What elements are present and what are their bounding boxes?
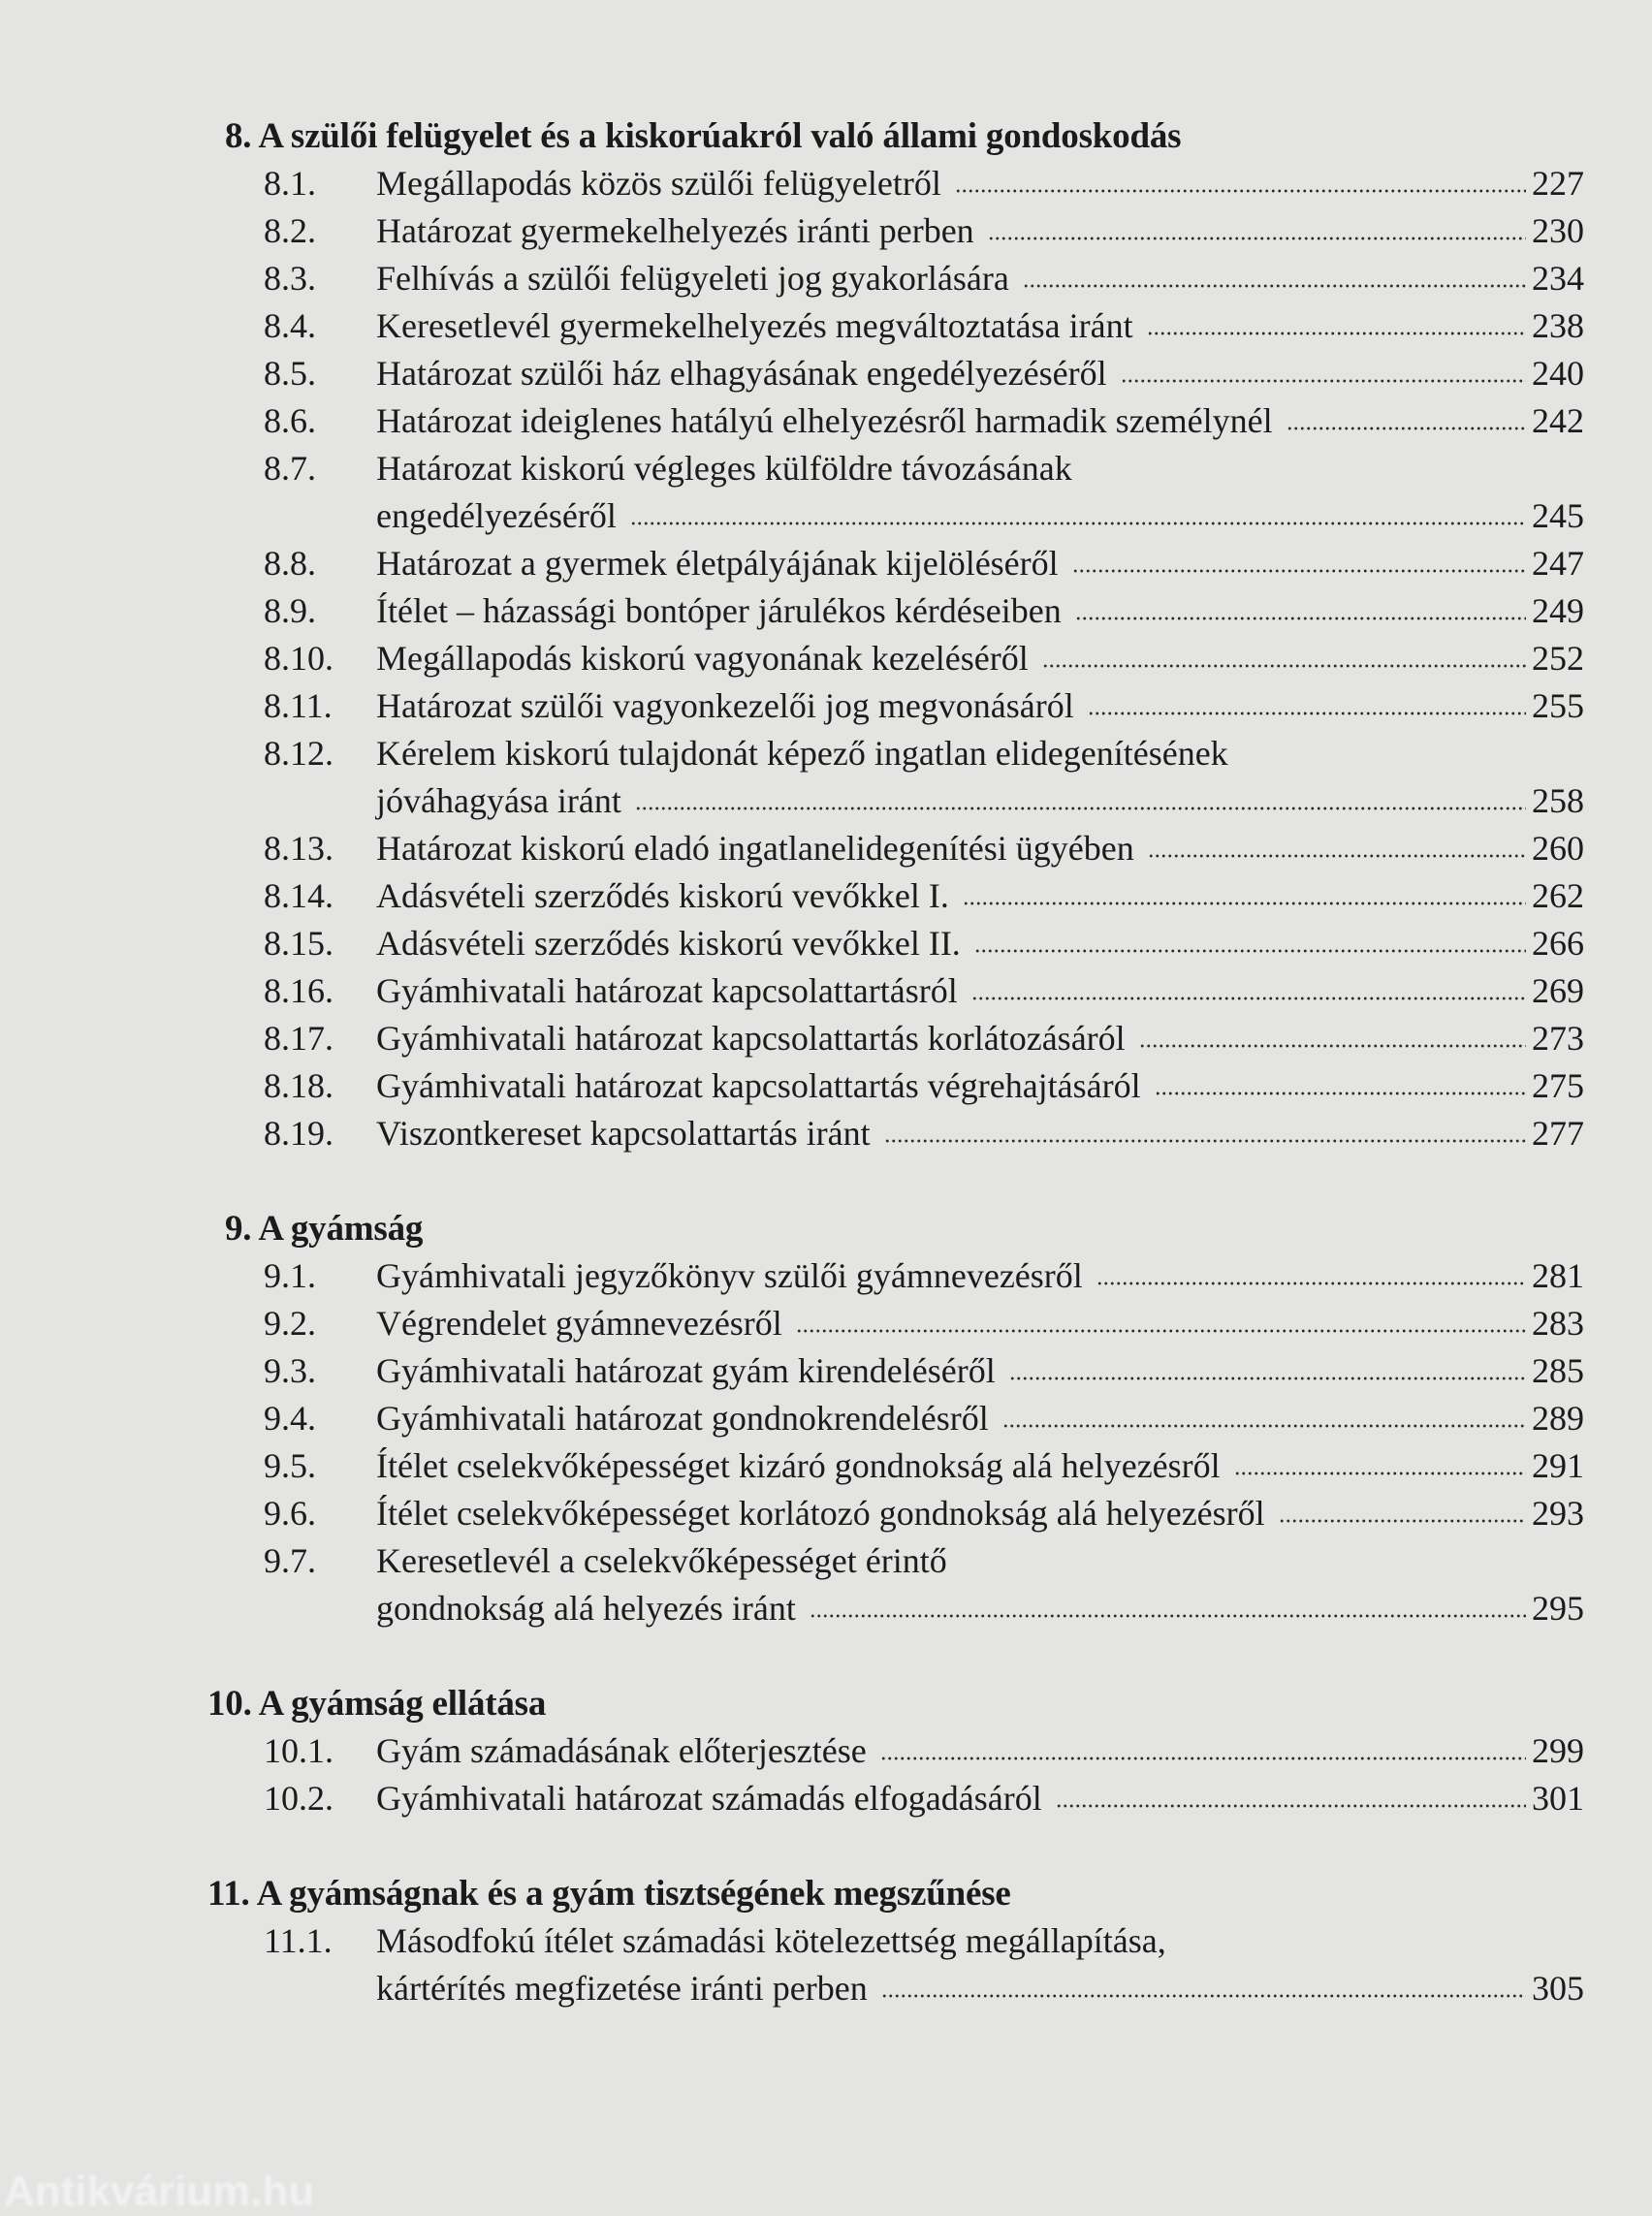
- entry-title-line: [376, 255, 1584, 302]
- entry-title-line: [376, 1395, 1584, 1442]
- toc-entry: [207, 1395, 1584, 1442]
- entry-title: Kérelem kiskorú tulajdonát képező ingatlan elidegenítésének: [376, 734, 1228, 773]
- dot-leader: [988, 235, 1526, 242]
- dot-leader: [1072, 567, 1526, 575]
- entry-title: Adásvételi szerződés kiskorú vevőkkel I.: [376, 876, 949, 915]
- page-number: 289: [1532, 1399, 1584, 1438]
- toc-entry: [207, 825, 1584, 872]
- entry-title: Adásvételi szerződés kiskorú vevőkkel II.: [376, 924, 961, 963]
- entry-number: 8.5.: [264, 354, 316, 393]
- entry-title-line: [376, 730, 1584, 777]
- entry-title-line: [376, 1727, 1584, 1775]
- entry-title-line: [376, 967, 1584, 1015]
- entry-number: 8.2.: [264, 211, 316, 250]
- toc-entry: [207, 350, 1584, 397]
- entry-title: Gyám számadásának előterjesztése: [376, 1731, 867, 1770]
- page-number: 249: [1532, 591, 1584, 630]
- entry-title-line: [376, 160, 1584, 207]
- entry-number: 8.1.: [264, 164, 316, 203]
- dot-leader: [1075, 615, 1526, 622]
- section-heading: 9. A gyámság: [225, 1209, 424, 1249]
- page-number: 269: [1532, 971, 1584, 1010]
- toc-entry: [207, 1347, 1584, 1395]
- dot-leader: [1056, 1802, 1526, 1810]
- entry-title: Határozat ideiglenes hatályú elhelyezésről harmadik személynél: [376, 401, 1273, 440]
- entry-title-line: [376, 350, 1584, 397]
- toc-entry: [207, 1252, 1584, 1300]
- dot-leader: [955, 187, 1526, 195]
- entry-number: 8.9.: [264, 591, 316, 630]
- toc-entry: [207, 1917, 1584, 2012]
- dot-leader: [1042, 662, 1526, 670]
- entry-title: Gyámhivatali határozat kapcsolattartás korlátozásáról: [376, 1019, 1126, 1058]
- entry-number: 8.7.: [264, 449, 316, 488]
- toc-entry: [207, 1490, 1584, 1537]
- entry-title: Gyámhivatali határozat kapcsolattartásról: [376, 971, 958, 1010]
- entry-title: Gyámhivatali határozat gondnokrendelésről: [376, 1399, 989, 1438]
- toc-entry: [207, 920, 1584, 967]
- entry-number: 9.7.: [264, 1541, 316, 1580]
- entry-number: 9.5.: [264, 1446, 316, 1485]
- entry-number: 10.2.: [264, 1779, 334, 1818]
- page-number: 285: [1532, 1351, 1584, 1390]
- entry-title-line: [376, 397, 1584, 445]
- toc-entry: [207, 1015, 1584, 1062]
- entry-title-line: [376, 1300, 1584, 1347]
- dot-leader: [971, 995, 1526, 1002]
- toc-entry: [207, 397, 1584, 445]
- page-number: 283: [1532, 1304, 1584, 1343]
- entry-number: 10.1.: [264, 1731, 334, 1770]
- dot-leader: [1147, 330, 1526, 337]
- dot-leader: [1287, 425, 1526, 432]
- dot-leader: [963, 900, 1526, 907]
- entry-title-line: [376, 1585, 1584, 1632]
- dot-leader: [1279, 1517, 1526, 1525]
- entry-number: 8.6.: [264, 401, 316, 440]
- page-number: 305: [1532, 1969, 1584, 2008]
- page-number: 262: [1532, 876, 1584, 915]
- dot-leader: [630, 520, 1526, 527]
- entry-number: 8.15.: [264, 924, 334, 963]
- entry-title: jóváhagyása iránt: [376, 781, 621, 820]
- entry-title: Gyámhivatali határozat gyám kirendeléséről: [376, 1351, 996, 1390]
- toc-section: [207, 1870, 1584, 2012]
- entry-number: 9.2.: [264, 1304, 316, 1343]
- entry-number: 9.6.: [264, 1494, 316, 1533]
- entry-title: Másodfokú ítélet számadási kötelezettség megállapítása,: [376, 1921, 1166, 1960]
- entry-number: 8.12.: [264, 734, 334, 773]
- entry-number: 8.18.: [264, 1066, 334, 1105]
- entry-title-line: [376, 207, 1584, 255]
- entry-number: 9.1.: [264, 1256, 316, 1295]
- entry-title: Megállapodás közös szülői felügyeletről: [376, 164, 941, 203]
- page-number: 295: [1532, 1589, 1584, 1628]
- page-number: 266: [1532, 924, 1584, 963]
- dot-leader: [881, 1992, 1526, 2000]
- entry-number: 8.11.: [264, 686, 333, 725]
- entry-number: 9.4.: [264, 1399, 316, 1438]
- page-number: 301: [1532, 1779, 1584, 1818]
- toc-entry: [207, 540, 1584, 587]
- entry-title-line: [376, 540, 1584, 587]
- page-number: 245: [1532, 496, 1584, 535]
- entry-title: Ítélet cselekvőképességet kizáró gondnokság alá helyezésről: [376, 1446, 1221, 1485]
- entry-title-line: [376, 445, 1584, 492]
- entry-number: 11.1.: [264, 1921, 333, 1960]
- entry-title: Határozat kiskorú eladó ingatlanelidegenítési ügyében: [376, 829, 1134, 868]
- page-number: 242: [1532, 401, 1584, 440]
- entry-title-line: [376, 1442, 1584, 1490]
- entry-title-line: [376, 1965, 1584, 2012]
- entry-title: Határozat szülői vagyonkezelői jog megvonásáról: [376, 686, 1074, 725]
- dot-leader: [1088, 710, 1526, 717]
- toc-entry: [207, 302, 1584, 350]
- entry-number: 8.3.: [264, 259, 316, 298]
- entry-number: 8.4.: [264, 306, 316, 345]
- entry-title: Gyámhivatali jegyzőkönyv szülői gyámnevezésről: [376, 1256, 1083, 1295]
- toc-entry: [207, 207, 1584, 255]
- toc-entry: [207, 1442, 1584, 1490]
- entry-title: Határozat a gyermek életpályájának kijelöléséről: [376, 544, 1059, 583]
- entry-title-line: [376, 492, 1584, 540]
- entry-title: Felhívás a szülői felügyeleti jog gyakorlására: [376, 259, 1009, 298]
- page-number: 273: [1532, 1019, 1584, 1058]
- entry-title-line: [376, 682, 1584, 730]
- entry-title-line: [376, 872, 1584, 920]
- dot-leader: [1002, 1422, 1526, 1430]
- dot-leader: [1009, 1375, 1526, 1382]
- toc-section: [207, 1680, 1584, 1822]
- page-number: 277: [1532, 1114, 1584, 1153]
- section-heading: 10. A gyámság ellátása: [207, 1684, 547, 1724]
- toc-entry: [207, 1537, 1584, 1632]
- toc-entry: [207, 1727, 1584, 1775]
- entry-title: Keresetlevél gyermekelhelyezés megváltoztatása iránt: [376, 306, 1133, 345]
- entry-number: 8.10.: [264, 639, 334, 678]
- toc-entry: [207, 587, 1584, 635]
- page-number: 238: [1532, 306, 1584, 345]
- page-number: 293: [1532, 1494, 1584, 1533]
- toc-section: [207, 1205, 1584, 1632]
- entry-title-line: [376, 1775, 1584, 1822]
- page-number: 258: [1532, 781, 1584, 820]
- entry-title: kártérítés megfizetése iránti perben: [376, 1969, 868, 2008]
- entry-title-line: [376, 587, 1584, 635]
- toc-entry: [207, 967, 1584, 1015]
- toc-entry: [207, 872, 1584, 920]
- toc-entry: [207, 730, 1584, 825]
- dot-leader: [1148, 852, 1526, 860]
- page-number: 252: [1532, 639, 1584, 678]
- dot-leader: [884, 1137, 1526, 1145]
- page-number: 234: [1532, 259, 1584, 298]
- dot-leader: [1139, 1042, 1526, 1050]
- dot-leader: [1234, 1470, 1526, 1477]
- entry-title: Határozat szülői ház elhagyásának engedélyezéséről: [376, 354, 1107, 393]
- entry-title: Gyámhivatali határozat számadás elfogadásáról: [376, 1779, 1042, 1818]
- entry-title-line: [376, 777, 1584, 825]
- dot-leader: [635, 805, 1526, 812]
- toc-section: [207, 112, 1584, 1157]
- entry-title: Határozat gyermekelhelyezés iránti perben: [376, 211, 974, 250]
- entry-title-line: [376, 302, 1584, 350]
- dot-leader: [796, 1327, 1526, 1335]
- dot-leader: [880, 1755, 1526, 1762]
- entry-number: 8.13.: [264, 829, 334, 868]
- entry-title: Keresetlevél a cselekvőképességet érintő: [376, 1541, 947, 1580]
- entry-number: 8.16.: [264, 971, 334, 1010]
- toc-entry: [207, 160, 1584, 207]
- entry-number: 8.19.: [264, 1114, 334, 1153]
- toc-entry: [207, 1062, 1584, 1110]
- table-of-contents: [207, 112, 1584, 2060]
- page-number: 230: [1532, 211, 1584, 250]
- toc-entry: [207, 255, 1584, 302]
- watermark: Antikvárium.hu: [4, 2168, 315, 2215]
- entry-number: 9.3.: [264, 1351, 316, 1390]
- page-number: 260: [1532, 829, 1584, 868]
- page-number: 227: [1532, 164, 1584, 203]
- entry-title: Ítélet cselekvőképességet korlátozó gondnokság alá helyezésről: [376, 1494, 1265, 1533]
- entry-title: Viszontkereset kapcsolattartás iránt: [376, 1114, 871, 1153]
- page-number: 281: [1532, 1256, 1584, 1295]
- entry-title-line: [376, 1537, 1584, 1585]
- section-heading: 11. A gyámságnak és a gyám tisztségének megszűnése: [207, 1874, 1011, 1914]
- entry-title-line: [376, 1347, 1584, 1395]
- entry-title: gondnokság alá helyezés iránt: [376, 1589, 796, 1628]
- toc-entry: [207, 635, 1584, 682]
- toc-entry: [207, 445, 1584, 540]
- dot-leader: [810, 1612, 1526, 1620]
- dot-leader: [1023, 282, 1526, 290]
- entry-title-line: [376, 920, 1584, 967]
- dot-leader: [1096, 1280, 1526, 1287]
- toc-entry: [207, 1110, 1584, 1157]
- entry-title-line: [376, 1252, 1584, 1300]
- entry-title: engedélyezéséről: [376, 496, 617, 535]
- entry-title-line: [376, 1110, 1584, 1157]
- page-number: 299: [1532, 1731, 1584, 1770]
- entry-number: 8.14.: [264, 876, 334, 915]
- entry-title: Határozat kiskorú végleges külföldre távozásának: [376, 449, 1072, 488]
- dot-leader: [1121, 377, 1526, 385]
- entry-title-line: [376, 1062, 1584, 1110]
- entry-number: 8.17.: [264, 1019, 334, 1058]
- page-number: 247: [1532, 544, 1584, 583]
- toc-entry: [207, 1775, 1584, 1822]
- page-number: 275: [1532, 1066, 1584, 1105]
- entry-title: Megállapodás kiskorú vagyonának kezeléséről: [376, 639, 1029, 678]
- toc-entry: [207, 682, 1584, 730]
- entry-title-line: [376, 1490, 1584, 1537]
- toc-entry: [207, 1300, 1584, 1347]
- entry-title-line: [376, 825, 1584, 872]
- entry-title-line: [376, 1015, 1584, 1062]
- entry-title-line: [376, 635, 1584, 682]
- entry-title: Gyámhivatali határozat kapcsolattartás végrehajtásáról: [376, 1066, 1141, 1105]
- page-number: 240: [1532, 354, 1584, 393]
- entry-number: 8.8.: [264, 544, 316, 583]
- entry-title: Végrendelet gyámnevezésről: [376, 1304, 782, 1343]
- section-heading: 8. A szülői felügyelet és a kiskorúakról való állami gondoskodás: [225, 116, 1182, 156]
- dot-leader: [974, 947, 1526, 955]
- page-number: 255: [1532, 686, 1584, 725]
- page-number: 291: [1532, 1446, 1584, 1485]
- dot-leader: [1155, 1090, 1526, 1097]
- entry-title: Ítélet – házassági bontóper járulékos kérdéseiben: [376, 591, 1062, 630]
- entry-title-line: [376, 1917, 1584, 1965]
